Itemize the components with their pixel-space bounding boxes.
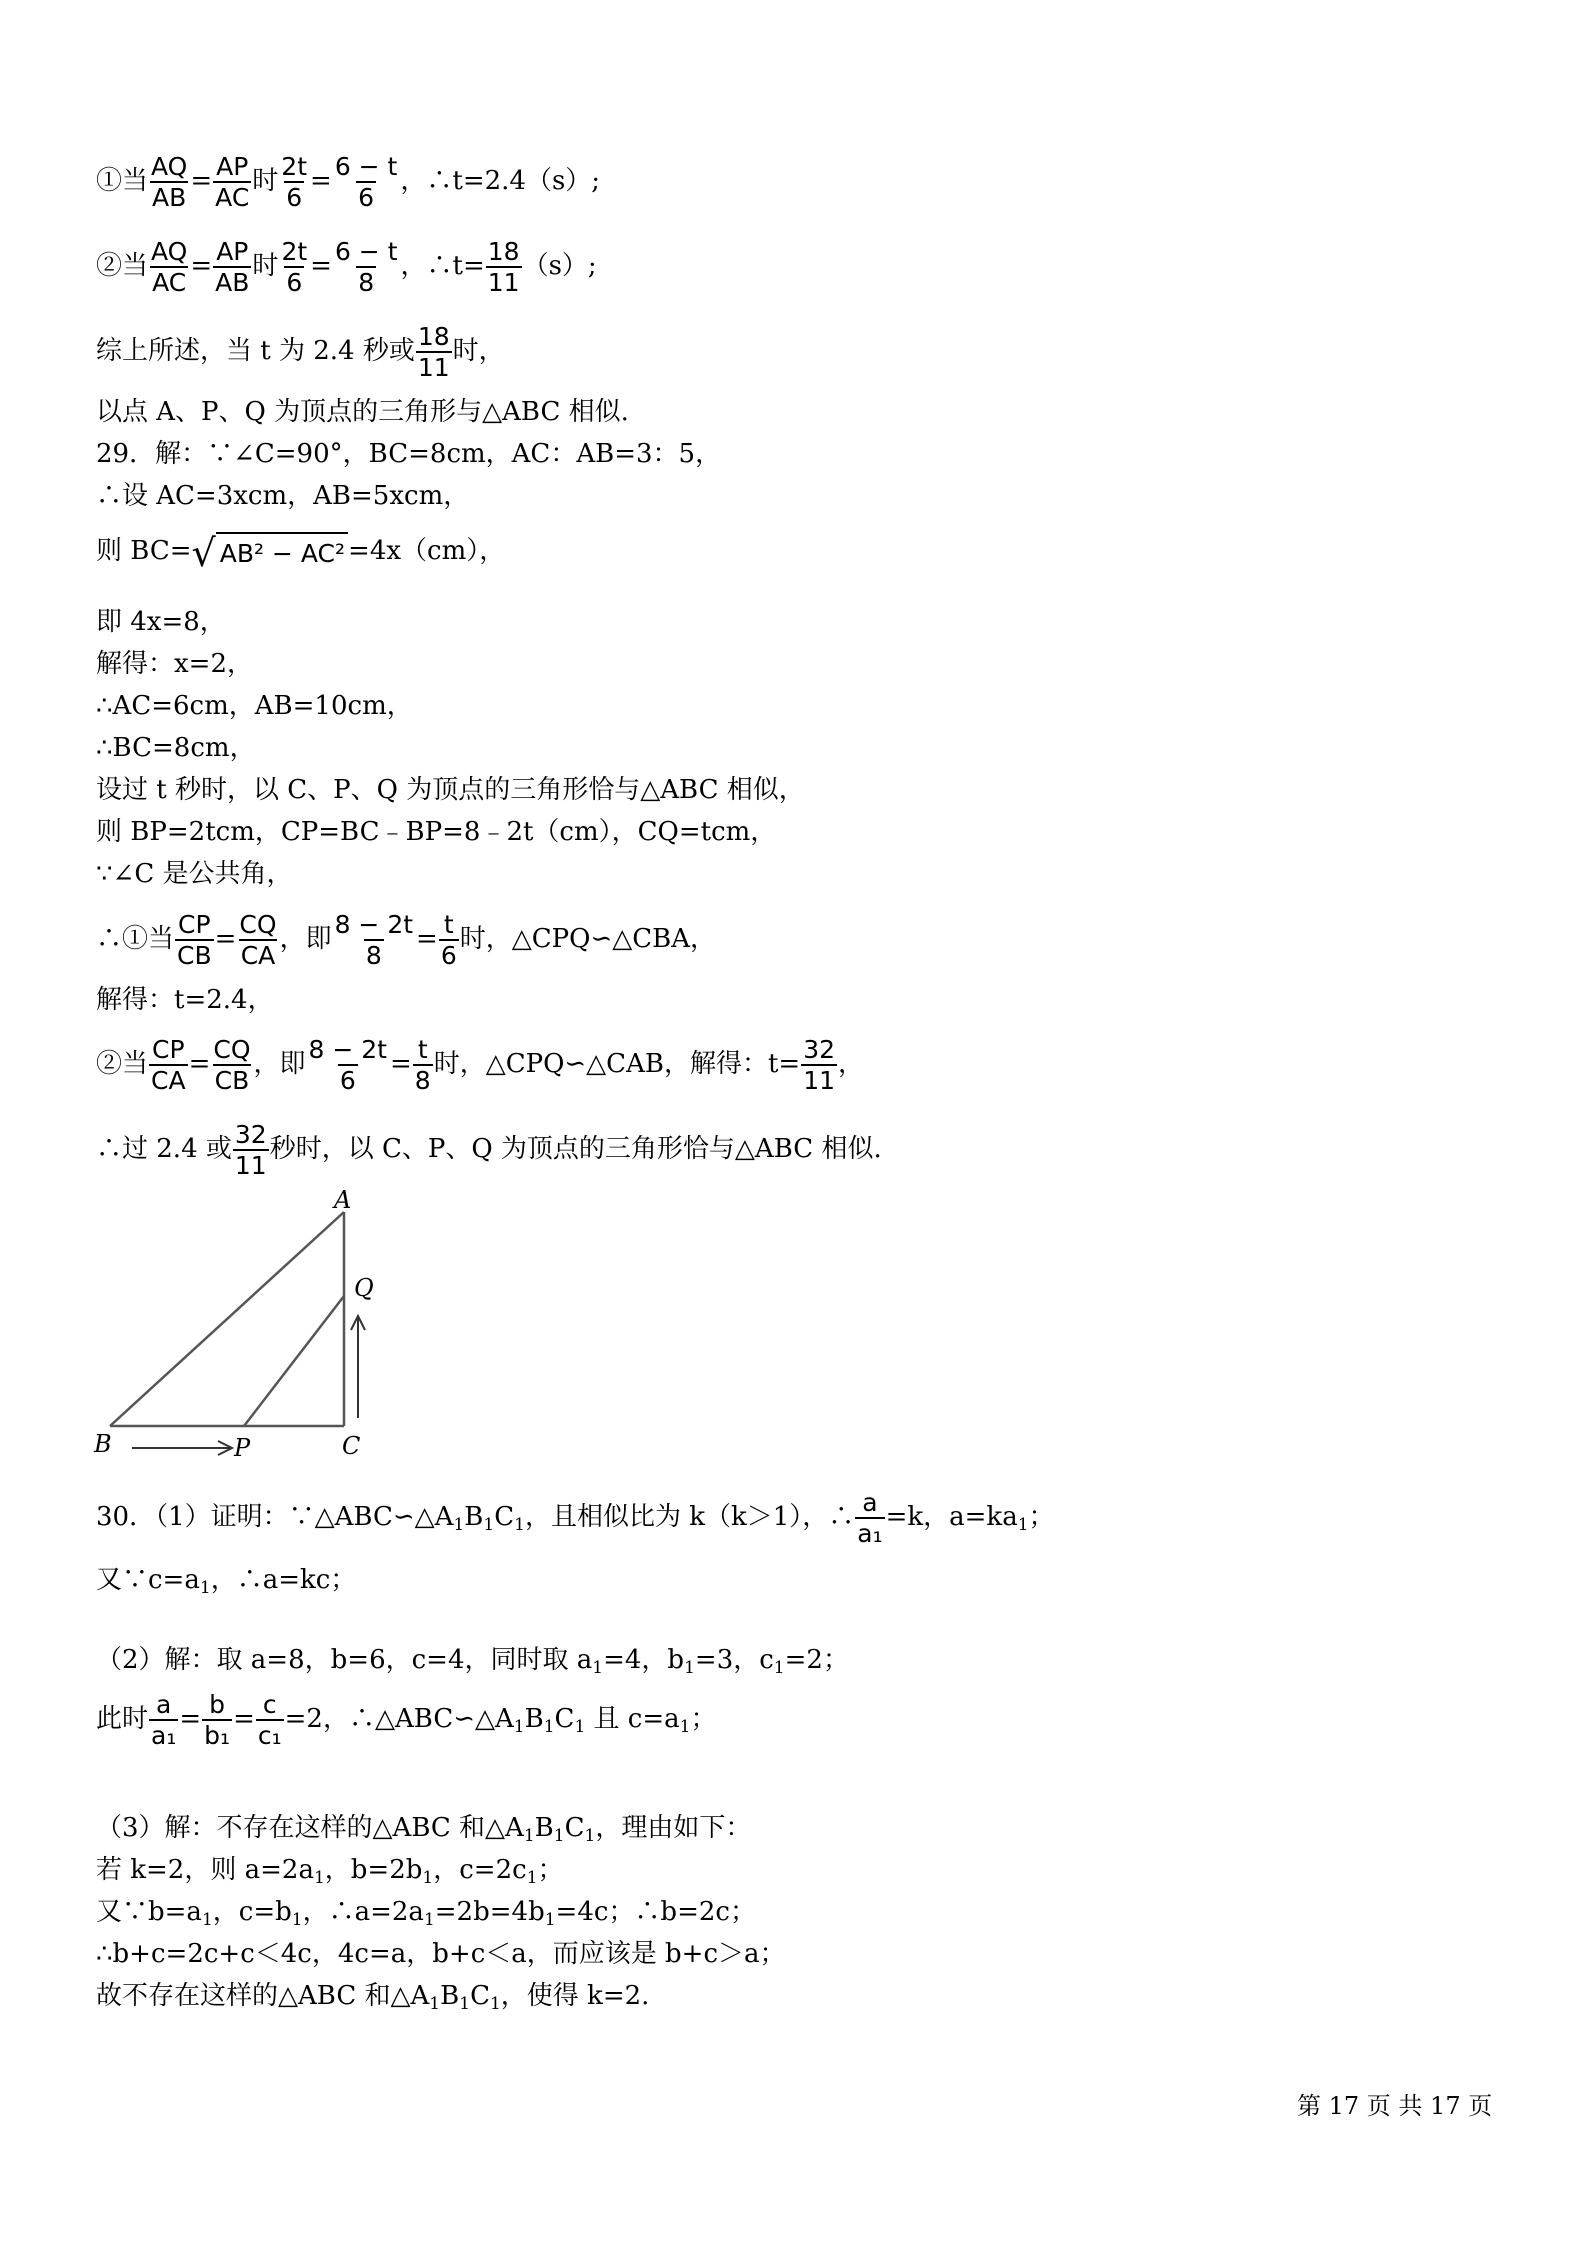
fraction: $\frac{32}{11}$ — [803, 1035, 836, 1095]
label-q: Q — [354, 1274, 374, 1302]
fraction: $\frac{2t}{6}$ — [281, 152, 308, 212]
fraction: $\frac{AP}{AB}$ — [215, 237, 250, 297]
text-line: ∴BC=8cm， — [96, 733, 256, 763]
fraction: $\frac{CP}{CB}$ — [177, 910, 212, 970]
text-line: ∴设 AC=3xcm，AB=5xcm， — [96, 481, 470, 511]
text-line: ②当 $\frac{AQ}{AC}$ = $\frac{AP}{AB}$ 时 $\frac{2t}{6}$ = $\frac{6 - t}{8}$ ，∴t= $\frac{18}{11}$ （s）; — [96, 237, 597, 297]
text-line: 则 BC=√ AB² − AC² =4x（cm）， — [96, 531, 506, 575]
fraction: $\frac{b}{\text{b₁}}$ — [204, 1690, 231, 1750]
text-line: 解得：x=2， — [96, 649, 253, 679]
text-line: 29．解：∵∠C=90°，BC=8cm，AC：AB=3：5， — [96, 439, 722, 469]
fraction: $\frac{CQ}{CA}$ — [239, 910, 277, 970]
fraction: $\frac{a}{\text{a₁}}$ — [151, 1690, 177, 1750]
fraction: $\frac{AQ}{AB}$ — [151, 152, 188, 212]
text-line: 以点 A、P、Q 为顶点的三角形与△ABC 相似. — [96, 397, 629, 427]
label-b: B — [94, 1430, 112, 1458]
fraction: $\frac{t}{8}$ — [414, 1035, 431, 1095]
fraction: $\frac{32}{11}$ — [234, 1120, 267, 1180]
text-line: 此时 $\frac{a}{\text{a₁}}$ = $\frac{b}{\text{b₁}}$ = $\frac{c}{\text{c₁}}$ =2，$\therefore\triangle ABC∽\triangle A_1B_1C_1$ 且 $c=a_1$； — [96, 1690, 717, 1750]
text-line: ∴AC=6cm，AB=10cm， — [96, 691, 413, 721]
page-footer: 第 17 页 共 17 页 — [1297, 2092, 1493, 2120]
text-line: 设过 t 秒时，以 C、P、Q 为顶点的三角形恰与△ABC 相似， — [96, 775, 805, 805]
fraction: $\frac{6 - t}{6}$ — [334, 152, 398, 212]
fraction: $\frac{8 - 2t}{8}$ — [334, 910, 414, 970]
text-line: 解得：t=2.4， — [96, 985, 274, 1015]
text-line: ①当 $\frac{AQ}{AB}$ = $\frac{AP}{AC}$ 时 $\frac{2t}{6}$ = $\frac{6 - t}{6}$ ，∴t=2.4（s）; — [96, 152, 601, 212]
label-c: C — [342, 1432, 361, 1460]
text-line: ②当 $\frac{CP}{CA}$ = $\frac{CQ}{CB}$ ，即 $\frac{8 - 2t}{6}$ = $\frac{t}{8}$ 时，△CPQ∽△CAB，解得：t= $\frac{32}{11}$ ， — [96, 1035, 865, 1095]
fraction: $\frac{6 - t}{8}$ — [334, 237, 398, 297]
text-line: 30．（1）证明：$\because\triangle ABC∽\triangle A_1B_1C_1$，且相似比为 k（k＞1），∴ $\frac{a}{\text{a₁}}$ =k，$a=ka_1$； — [96, 1488, 1055, 1548]
fraction: $\frac{AQ}{AC}$ — [151, 237, 188, 297]
text-line: ∴①当 $\frac{CP}{CB}$ = $\frac{CQ}{CA}$ ，即 $\frac{8 - 2t}{8}$ = $\frac{t}{6}$ 时，△CPQ∽△CBA， — [96, 910, 717, 970]
fraction: $\frac{AP}{AC}$ — [215, 152, 250, 212]
label-a: A — [334, 1190, 352, 1214]
segment-pq — [244, 1296, 344, 1426]
fraction: $\frac{a}{\text{a₁}}$ — [857, 1488, 883, 1548]
text-line: 若 k=2，则 $a=2a_1$，$b=2b_1$，$c=2c_1$； — [96, 1855, 564, 1888]
fraction: $\frac{CP}{CA}$ — [151, 1035, 186, 1095]
label-p: P — [234, 1434, 251, 1462]
text-line: ∴过 2.4 或 $\frac{32}{11}$ 秒时，以 C、P、Q 为顶点的三角形恰与△ABC 相似. — [96, 1120, 882, 1180]
fraction: $\frac{CQ}{CB}$ — [213, 1035, 251, 1095]
fraction: $\frac{c}{\text{c₁}}$ — [257, 1690, 282, 1750]
fraction: $\frac{18}{11}$ — [417, 322, 450, 382]
fraction: $\frac{18}{11}$ — [487, 237, 520, 297]
triangle-figure — [90, 1190, 410, 1470]
square-root: √ AB² − AC² — [192, 532, 348, 572]
text-line: 则 BP=2tcm，CP=BC﹣BP=8﹣2t（cm），CQ=tcm， — [96, 817, 777, 847]
fraction: $\frac{8 - 2t}{6}$ — [308, 1035, 387, 1095]
text-line: ∵∠C 是公共角， — [96, 859, 293, 889]
text-line: 即 4x=8， — [96, 607, 226, 637]
text-line: ∴b+c=2c+c＜4c，4c=a，b+c＜a，而应该是 b+c＞a； — [96, 1939, 786, 1969]
text-line: 综上所述，当 t 为 2.4 秒或 $\frac{18}{11}$ 时， — [96, 322, 505, 382]
text-line: 又$\because c=a_1$，∴a=kc； — [96, 1565, 357, 1598]
text-line: （3）解：不存在这样的△ABC 和$\triangle A_1B_1C_1$，理由如下： — [96, 1813, 752, 1846]
segment-ba — [110, 1212, 344, 1426]
text-line: （2）解：取 a=8，b=6，c=4，同时取 $a_1=4$，$b_1=3$，$c_1=2$； — [96, 1645, 849, 1678]
fraction: $\frac{t}{6}$ — [440, 910, 457, 970]
text-line: 故不存在这样的△ABC 和$\triangle A_1B_1C_1$，使得 k=2. — [96, 1981, 650, 2014]
fraction: $\frac{2t}{6}$ — [281, 237, 308, 297]
text-line: 又$\because b=a_1$，$c=b_1$，$\therefore a=2a_1=2b=4b_1=4c$；∴b=2c； — [96, 1897, 756, 1930]
